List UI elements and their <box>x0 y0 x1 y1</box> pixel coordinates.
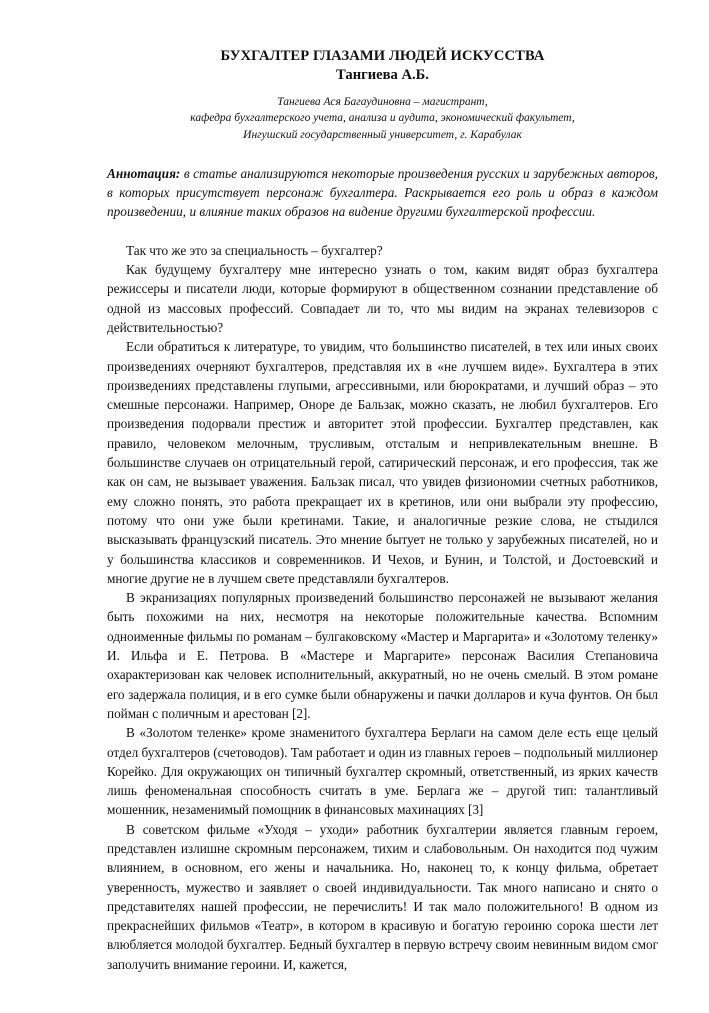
affiliation-line: Ингушский государственный университет, г. Карабулак <box>243 128 522 141</box>
abstract <box>107 164 658 222</box>
affiliation-line: кафедра бухгалтерского учета, анализа и аудита, экономический факультет, <box>190 112 575 125</box>
body-paragraph: В советском фильме «Уходя – уходи» работник бухгалтерии является главным героем, представлен излишне скромным персонажем, тихим и слабовольным. Он находится под чужим влиянием, в основном, его жены и начальника. Но, наконец то, к концу фильма, обретает уверенность, мужество и заявляет о своей индивидуальности. Так много написано и снято о представителях нашей профессии, не перечислить! И так мало положительного! В одном из прекраснейших фильмов «Театр», в котором в красивую и богатую героиню сорока шести лет влюбляется молодой бухгалтер. Бедный бухгалтер в первую встречу своим невинным видом смог заполучить внимание героини. И, кажется, <box>107 821 658 972</box>
body-paragraph: В экранизациях популярных произведений большинство персонажей не вызывают желания быть похожими на них, несмотря на некоторые положительные качества. Вспомним одноименные фильмы по романам – булгаковскому «Мастер и Маргарита» и «Золотому теленку» И. Ильфа и Е. Петрова. В «Мастере и Маргарите» персонаж Василия Степановича охарактеризован как человек исполнительный, аккуратный, но не очень смелый. В этом романе его задержала полиция, и в его сумке были обнаружены и пачки долларов и куча фунтов. Он был пойман с поличным и арестован [2]. <box>107 590 658 721</box>
article-title: БУХГАЛТЕР ГЛАЗАМИ ЛЮДЕЙ ИСКУССТВА <box>220 48 545 64</box>
body-paragraph: Так что же это за специальность – бухгалтер? <box>126 242 383 258</box>
article-body <box>107 241 658 974</box>
affiliation-line: Тангиева Ася Багаудиновна – магистрант, <box>277 96 488 108</box>
author-affiliation <box>107 94 658 143</box>
abstract-label: Аннотация: <box>107 165 181 181</box>
body-paragraph: Если обратиться к литературе, то увидим, что большинство писателей, в тех или иных своих произведениях очерняют бухгалтеров, представляя их в «не лучшем виде». Бухгалтера в этих произведениях представлены глупыми, агрессивными, или бюрократами, и лучший образ – это смешные персонажи. Например, Оноре де Бальзак, можно сказать, не любил бухгалтеров. Его произведения подорвали престиж и авторитет этой профессии. Бухгалтер представлен, как правило, человеком мелочным, трусливым, отсталым и непривлекательным внешне. В большинстве случаев он отрицательный герой, сатирический персонаж, и его профессия, так же как он сам, не вызывает уважения. Бальзак писал, что увидев физиономии счетных работников, ему сложно понять, это работа прекращает их в кретинов, или они выбрали эту профессию, потому что они уже были кретинами. Такие, и аналогичные резкие слова, не стыдился высказывать французский писатель. Это мнение бытует не только у зарубежных писателей, но и у большинства классиков и современников. И Чехов, и Бунин, и Толстой, и Достоевский и многие другие не в лучшем свете представляли бухгалтеров. <box>107 339 658 586</box>
article-author: Тангиева А.Б. <box>336 67 429 83</box>
abstract-text: в статье анализируются некоторые произведения русских и зарубежных авторов, в которых присутствует персонаж бухгалтера. Раскрывается его роль и образ в каждом произведении, и влияние таких образов на видение другими бухгалтерской профессии. <box>107 165 659 220</box>
body-paragraph: Как будущему бухгалтеру мне интересно узнать о том, каким видят образ бухгалтера режиссеры и писатели люди, которые формируют в общественном сознании представление об одной из массовых профессий. Совпадает ли то, что мы видим на экранах телевизоров с действительностью? <box>107 262 658 335</box>
body-paragraph: В «Золотом теленке» кроме знаменитого бухгалтера Берлаги на самом деле есть еще целый отдел бухгалтеров (счетоводов). Там работает и один из главных героев – подпольный миллионер Корейко. Для окружающих он типичный бухгалтер скромный, ответственный, из ярких качеств лишь феноменальная способность считать в уме. Берлага же – другой тип: талантливый мошенник, незаменимый помощник в финансовых махинациях [3] <box>107 725 658 818</box>
